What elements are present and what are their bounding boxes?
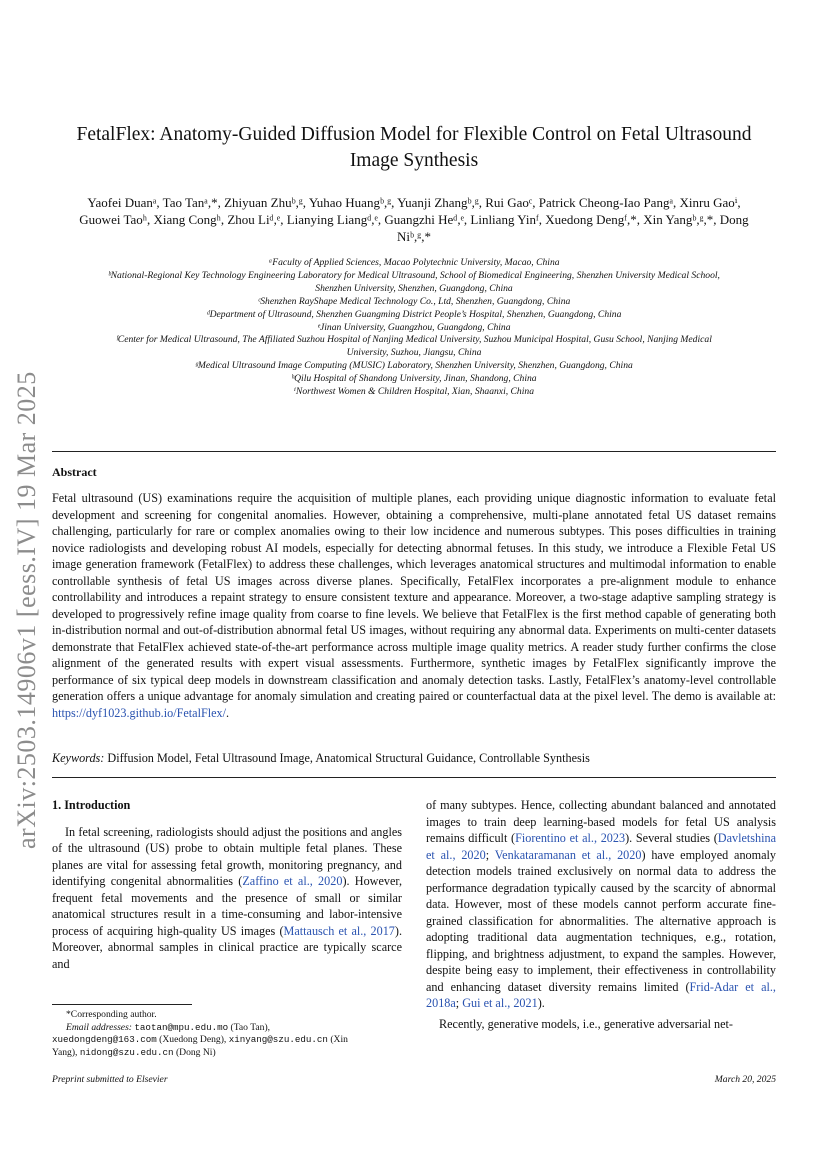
corresponding-author-note: *Corresponding author. — [66, 1009, 157, 1020]
affiliation-line: ᶠCenter for Medical Ultrasound, The Affiliated Suzhou Hospital of Nanjing Medical University, Suzhou Municipal Hospital, Gusu School, Nanjing Medical — [116, 334, 712, 346]
keywords-text: Diffusion Model, Fetal Ultrasound Image, Anatomical Structural Guidance, Controllable Synthesis — [104, 751, 590, 765]
left-column — [52, 797, 402, 972]
footer-journal: Preprint submitted to Elsevier — [52, 1074, 168, 1085]
author-list — [52, 194, 776, 245]
section-heading: 1. Introduction — [52, 798, 131, 812]
intro-paragraph — [52, 824, 402, 973]
email-owner: (Tao Tan), — [228, 1021, 271, 1033]
affiliations — [52, 257, 776, 399]
affiliation-line: University, Suzhou, Jiangsu, China — [346, 347, 482, 359]
abstract-bottom-rule — [52, 777, 776, 778]
footer-date: March 20, 2025 — [714, 1074, 776, 1085]
affiliation-line: ᵍMedical Ultrasound Image Computing (MUSIC) Laboratory, Shenzhen University, Shenzhen, Guangdong, China — [195, 360, 633, 372]
footnotes — [52, 1009, 402, 1059]
email-line — [52, 1047, 402, 1060]
email-label: Email addresses: — [66, 1021, 132, 1033]
paragraph-text: ; — [455, 996, 463, 1010]
title-line: Image Synthesis — [349, 150, 479, 171]
affiliation-line: Shenzhen University, Shenzhen, Guangdong, China — [315, 282, 513, 294]
email-owner: Yang), — [52, 1046, 80, 1058]
affiliation-line: ᶜShenzhen RayShape Medical Technology Co., Ltd, Shenzhen, Guangdong, China — [257, 295, 571, 307]
email-owner: (Xin — [327, 1034, 348, 1046]
paragraph-text: ). However, frequent fetal movements and the presence of small or similar anatomical structures result in a time-consuming and labor-intensive process of acquiring high-quality US images ( — [52, 874, 403, 938]
email-line — [52, 1034, 402, 1047]
abstract-top-rule — [52, 451, 776, 452]
email-address[interactable]: xinyang@szu.edu.cn — [228, 1034, 328, 1046]
keywords — [52, 751, 776, 766]
abstract-body-text: Fetal ultrasound (US) examinations require the acquisition of multiple planes, each providing unique diagnostic information to evaluate fetal development and screening for congenital anomalies. However, obtaining a comprehensive, multi-plane annotated fetal US dataset remains challenging, particularly for rare or complex anomalies owing to their low incidence and numerous subtypes. This poses difficulties in training novice radiologists and developing robust AI models, especially for detecting abnormal fetuses. In this study, we introduce a Flexible Fetal US image generation framework (FetalFlex) to address these challenges, which leverages anatomical structures and multimodal information to enable controllable synthesis of fetal US images across diverse planes. Specifically, FetalFlex incorporates a pre-alignment module to enhance controllability and introduces a repaint strategy to ensure consistent texture and appearance. Moreover, a two-stage adaptive sampling strategy is developed to progressively refine image quality from coarse to fine levels. We believe that FetalFlex is the first method capable of generating both in-distribution normal and out-of-distribution abnormal fetal US images, without requiring any abnormal data. Experiments on multi-center datasets demonstrate that FetalFlex achieved state-of-the-art performance across multiple image quality metrics. A reader study further confirms the close alignment of the generated results with expert visual assessments. Furthermore, synthetic images by FetalFlex significantly improve the performance of six typical deep models in downstream classification and anomaly detection tasks. Lastly, FetalFlex’s anatomy-level controllable generation offers a unique advantage for anomaly simulation and creating paired or counterfactual data at the pixel level. The demo is available at: — [52, 491, 776, 703]
citation-link[interactable]: Zaffino et al., 2020 — [242, 874, 343, 888]
author-line: Niᵇ,ᵍ,* — [397, 229, 431, 244]
paragraph-text: In fetal screening, radiologists should adjust the positions and angles of the ultrasound (US) probe to obtain multiple fetal planes. These planes are vital for assessing fetal growth, monitoring pregnancy, and identifying congenital abnormalities ( — [52, 824, 402, 888]
paragraph-text: ). — [537, 996, 545, 1010]
abstract-end: . — [226, 705, 230, 720]
email-line — [52, 1022, 402, 1035]
footnote-rule — [52, 1004, 192, 1005]
citation-link[interactable]: Davletshina et al., 2020 — [426, 831, 776, 862]
author-line: Guowei Taoʰ, Xiang Congʰ, Zhou Liᵈ,ᵉ, Lianying Liangᵈ,ᵉ, Guangzhi Heᵈ,ᵉ, Linliang Yinᶠ, Xuedong Dengᶠ,*, Xin Yangᵇ,ᵍ,*, Dong — [79, 212, 749, 227]
paragraph-text: ). Moreover, abnormal samples in clinical practice are typically scarce and — [52, 923, 402, 971]
paragraph-text: of many subtypes. Hence, collecting abundant balanced and annotated images to train deep learning-based models for fetal US analysis remains difficult ( — [426, 798, 776, 845]
intro-paragraph — [426, 797, 776, 1012]
paragraph-text: ). Several studies ( — [625, 831, 718, 845]
intro-paragraph: Recently, generative models, i.e., generative adversarial net- — [439, 1016, 733, 1031]
citation-link[interactable]: Mattausch et al., 2017 — [283, 923, 395, 938]
arxiv-identifier-stamp: arXiv:2503.14906v1 [eess.IV] 19 Mar 2025 — [12, 371, 41, 849]
author-line: Yaofei Duanᵃ, Tao Tanᵃ,*, Zhiyuan Zhuᵇ,ᵍ, Yuhao Huangᵇ,ᵍ, Yuanji Zhangᵇ,ᵍ, Rui Gaoᶜ, Patrick Cheong-Iao Pangᵃ, Xinru Gaoⁱ, — [87, 195, 741, 210]
citation-link[interactable]: Venkataramanan et al., 2020 — [494, 847, 642, 862]
email-owner: (Xuedong Deng), — [156, 1034, 229, 1046]
affiliation-line: ⁱNorthwest Women & Children Hospital, Xian, Shaanxi, China — [293, 386, 534, 398]
paragraph-text: ; — [485, 847, 495, 862]
email-address[interactable]: nidong@szu.edu.cn — [79, 1046, 174, 1058]
right-column — [426, 797, 776, 1032]
abstract-text — [52, 490, 776, 721]
email-address[interactable]: taotan@mpu.edu.mo — [134, 1021, 229, 1033]
abstract-heading: Abstract — [52, 465, 97, 479]
paragraph-text: ) have employed anomaly detection models trained exclusively on normal data to address the performance degradation typically caused by the scarcity of abnormal data. However, most of these models cannot perform accurate fine-grained classification for abnormalities. The alternative approach is adopting traditional data augmentation techniques, e.g., rotation, flipping, and brightness adjustment, to expand the samples. However, despite being easy to implement, their effectiveness in controllability and enhancing dataset diversity remains limited ( — [426, 847, 777, 994]
citation-link[interactable]: Gui et al., 2021 — [462, 996, 538, 1010]
page-footer — [52, 1074, 776, 1085]
citation-link[interactable]: Fiorentino et al., 2023 — [515, 831, 626, 845]
affiliation-line: ᵃFaculty of Applied Sciences, Macao Polytechnic University, Macao, China — [268, 257, 560, 268]
affiliation-line: ᵇNational-Regional Key Technology Engineering Laboratory for Medical Ultrasound, School of Biomedical Engineering, Shenzhen University Medical School, — [108, 269, 720, 281]
affiliation-line: ʰQilu Hospital of Shandong University, Jinan, Shandong, China — [291, 373, 537, 385]
demo-link[interactable]: https://dyf1023.github.io/FetalFlex/ — [52, 705, 227, 720]
citation-link[interactable]: Frid-Adar et al., 2018a — [426, 979, 776, 1010]
keywords-label: Keywords: — [52, 751, 105, 765]
paper-title — [52, 122, 776, 174]
affiliation-line: ᵉJinan University, Guangzhou, Guangdong, China — [317, 321, 511, 333]
email-address[interactable]: xuedongdeng@163.com — [52, 1034, 157, 1046]
affiliation-line: ᵈDepartment of Ultrasound, Shenzhen Guangming District People’s Hospital, Shenzhen, Guangdong, China — [206, 308, 622, 320]
email-owner: (Dong Ni) — [173, 1046, 216, 1058]
title-line: FetalFlex: Anatomy-Guided Diffusion Model for Flexible Control on Fetal Ultrasound — [76, 124, 752, 145]
